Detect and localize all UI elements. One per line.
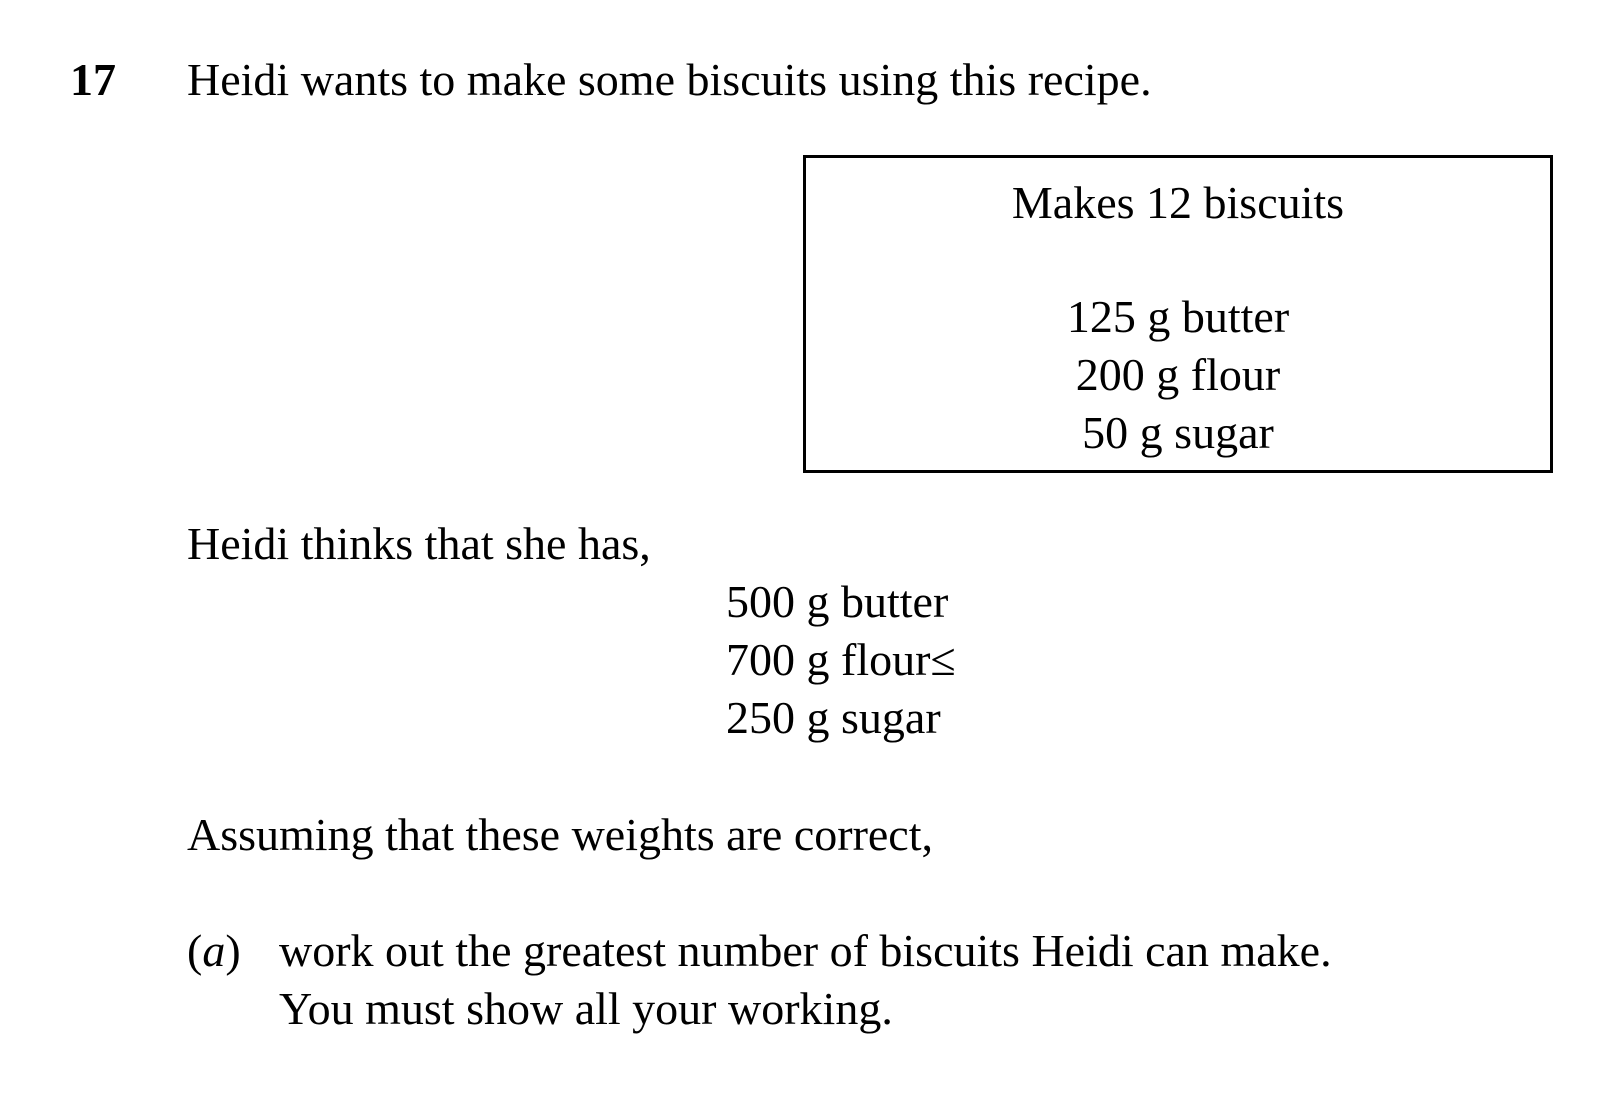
part-a-line-2: You must show all your working. [279, 983, 893, 1034]
part-a-open-paren: ( [187, 925, 203, 976]
recipe-ingredient-butter: 125 g butter [1066, 291, 1290, 342]
heidi-has-flour: 700 g flour≤ [726, 634, 956, 685]
recipe-ingredient-sugar: 50 g sugar [1082, 407, 1274, 458]
recipe-ingredients [806, 288, 1550, 462]
part-a-letter: a [202, 925, 226, 976]
part-a-line-1: work out the greatest number of biscuits Heidi can make. [279, 925, 1332, 976]
part-a-label [187, 922, 241, 980]
recipe-title: Makes 12 biscuits [1011, 177, 1345, 228]
heidi-has-sugar: 250 g sugar [726, 692, 941, 743]
assumption-text: Assuming that these weights are correct, [187, 809, 933, 860]
heidi-has-list [726, 573, 956, 747]
question-intro: Heidi wants to make some biscuits using this recipe. [187, 54, 1152, 105]
heidi-has-intro: Heidi thinks that she has, [187, 518, 651, 569]
part-a-text [279, 922, 1332, 1038]
question-number: 17 [70, 54, 116, 105]
recipe-box [803, 155, 1553, 473]
heidi-has-butter: 500 g butter [726, 576, 949, 627]
recipe-ingredient-flour: 200 g flour [1075, 349, 1281, 400]
part-a-close-paren: ) [225, 925, 241, 976]
